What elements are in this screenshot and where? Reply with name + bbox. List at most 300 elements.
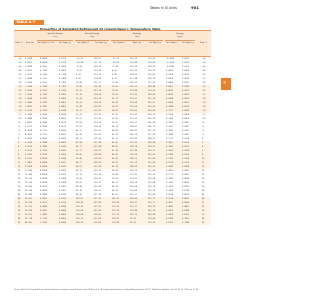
table-cell: 0.8260 bbox=[40, 169, 47, 172]
source-note: Source: Tables A-7 through A-9 are calculated based on equations from A. Kamei and S. W. Beyerlein, "A Fundamental Equation for Chlorodifluoromethane (R-22)," Fluid Phase Equilibria, Vol. 80, No. 11, 1992, pp. 71–86. bbox=[14, 289, 199, 291]
table-cell: 0.9194 bbox=[182, 149, 189, 152]
table-cell: 0.0327 bbox=[59, 161, 66, 164]
table-cell: 150.73 bbox=[76, 217, 83, 220]
table-cell: 0.7393 bbox=[40, 93, 47, 96]
table-cell: 0.0208 bbox=[59, 177, 66, 180]
table-cell: 0.1431 bbox=[166, 121, 173, 124]
table-cell: -60 bbox=[18, 57, 22, 60]
table-cell: 1.2503 bbox=[40, 221, 47, 224]
table-cell: 0.9307 bbox=[182, 133, 189, 136]
table-cell: 0.0802 bbox=[59, 105, 66, 108]
table-cell: -28 bbox=[202, 85, 206, 88]
table-cell: 0.0167 bbox=[59, 185, 66, 188]
table-cell: 21.99 bbox=[76, 97, 82, 100]
table-cell: 24 bbox=[18, 173, 21, 176]
table-cell: 0.7444 bbox=[182, 221, 189, 224]
table-cell: 217.10 bbox=[94, 89, 101, 92]
table-cell: 231.24 bbox=[94, 165, 101, 168]
table-cell: -10 bbox=[202, 117, 206, 120]
table-cell: 253.35 bbox=[148, 173, 155, 176]
table-cell: 188.06 bbox=[130, 165, 137, 168]
table-cell: 215.02 bbox=[130, 109, 137, 112]
table-cell: 1.0547 bbox=[182, 57, 189, 60]
table-cell: 0.2052 bbox=[59, 69, 66, 72]
table-cell: 1.9345 bbox=[25, 89, 32, 92]
table-cell: 2.4534 bbox=[25, 97, 32, 100]
table-cell: 122.35 bbox=[112, 209, 119, 212]
table-cell: 0.9250 bbox=[182, 141, 189, 144]
table-cell: 2.2698 bbox=[25, 93, 32, 96]
table-cell: -32 bbox=[202, 77, 206, 80]
table-cell: 0.0260 bbox=[59, 169, 66, 172]
table-cell: 44 bbox=[18, 193, 21, 196]
table-cell: 218.60 bbox=[94, 93, 101, 96]
table-cell: 0.0442 bbox=[59, 141, 66, 144]
table-cell: 12 bbox=[18, 161, 21, 164]
page-number: 901 bbox=[191, 5, 199, 11]
table-cell: 42.78 bbox=[112, 133, 118, 136]
table-cell: 3.0733 bbox=[25, 109, 32, 112]
table-cell: 0.3265 bbox=[166, 185, 173, 188]
table-cell: 24.23 bbox=[76, 101, 82, 104]
table-cell: 11.313 bbox=[25, 177, 32, 180]
table-cell: 6 bbox=[18, 149, 20, 152]
table-cell: 0.0346 bbox=[59, 157, 66, 160]
table-cell: 221.02 bbox=[130, 93, 137, 96]
table-cell: 0.7644 bbox=[40, 121, 47, 124]
table-cell: -18 bbox=[18, 101, 22, 104]
table-cell: 228.27 bbox=[94, 149, 101, 152]
table-cell: 44.461 bbox=[25, 221, 32, 224]
table-cell: 0.0110 bbox=[59, 201, 66, 204]
table-cell: 3.3044 bbox=[25, 113, 32, 116]
table-cell: 252.25 bbox=[148, 165, 155, 168]
table-cell: 4.9811 bbox=[25, 137, 32, 140]
table-cell: -26 bbox=[202, 89, 206, 92]
table-cell: 0.8999 bbox=[40, 193, 47, 196]
table-cell: 15.45 bbox=[112, 89, 118, 92]
table-cell: 0.9496 bbox=[40, 205, 47, 208]
table-cell: 0.0368 bbox=[59, 153, 66, 156]
table-cell: 28 bbox=[202, 177, 205, 180]
table-cell: 30.011 bbox=[25, 213, 32, 216]
table-cell: 0.7722 bbox=[40, 129, 47, 132]
table-cell: 0.6833 bbox=[40, 57, 47, 60]
table-cell: 103.61 bbox=[76, 197, 83, 200]
table-cell: 0.9746 bbox=[182, 85, 189, 88]
table-cell: 0.2442 bbox=[166, 165, 173, 168]
table-cell: 52 bbox=[18, 201, 21, 204]
table-cell: 69.09 bbox=[112, 169, 118, 172]
table-cell: -5.44 bbox=[112, 65, 118, 68]
table-cell: 0.1252 bbox=[59, 85, 66, 88]
table-cell: -26 bbox=[18, 89, 22, 92]
table-cell: 0.9632 bbox=[182, 93, 189, 96]
table-cell: 0.5370 bbox=[59, 57, 66, 60]
table-cell: 84.14 bbox=[112, 181, 118, 184]
table-cell: 1.2627 bbox=[25, 73, 32, 76]
table-cell: 13.896 bbox=[25, 185, 32, 188]
table-cell: -12 bbox=[18, 113, 22, 116]
table-cell: 134.64 bbox=[76, 213, 83, 216]
table-cell: 214.80 bbox=[94, 77, 101, 80]
table-cell: 125.44 bbox=[130, 209, 137, 212]
table-cell: 0.9913 bbox=[182, 73, 189, 76]
table-cell: 244.70 bbox=[148, 113, 155, 116]
table-cell: 0.00 bbox=[112, 69, 117, 72]
table-cell: 0.9317 bbox=[40, 201, 47, 204]
table-cell: 251.17 bbox=[148, 201, 155, 204]
table-cell: -36 bbox=[18, 73, 22, 76]
table-cell: 0.8898 bbox=[182, 177, 189, 180]
table-cell: 0.9058 bbox=[182, 165, 189, 168]
table-cell: 253.68 bbox=[148, 177, 155, 180]
table-cell: -16 bbox=[202, 105, 206, 108]
table-cell: 137.72 bbox=[112, 213, 119, 216]
table-cell: 8 bbox=[202, 153, 204, 156]
table-cell: 54.05 bbox=[76, 153, 82, 156]
table-cell: 0.9278 bbox=[182, 137, 189, 140]
unit-specific-volume: m³/kg bbox=[52, 36, 58, 38]
table-cell: 0.9707 bbox=[182, 89, 189, 92]
table-cell: 0.2025 bbox=[166, 149, 173, 152]
column-header: Sat. Vapor v_g bbox=[59, 43, 71, 44]
table-cell: 239.33 bbox=[148, 89, 155, 92]
table-cell: 0.7762 bbox=[40, 133, 47, 136]
table-cell: 0.2193 bbox=[166, 157, 173, 160]
side-tab bbox=[221, 78, 231, 90]
table-cell: 0.9526 bbox=[182, 105, 189, 108]
table-cell: 0.8843 bbox=[182, 181, 189, 184]
table-cell: 0.1345 bbox=[166, 117, 173, 120]
table-cell: -30 bbox=[202, 81, 206, 84]
column-header: Sat. Vapor s_g bbox=[182, 43, 194, 44]
table-cell: 1.6389 bbox=[25, 81, 32, 84]
table-cell: 2.6482 bbox=[25, 101, 32, 104]
table-cell: 114.42 bbox=[76, 205, 83, 208]
table-cell: 0.3429 bbox=[166, 189, 173, 192]
table-cell: 49.37 bbox=[76, 145, 82, 148]
table-cell: 15.31 bbox=[76, 89, 82, 92]
table-cell: 73.19 bbox=[76, 173, 82, 176]
table-cell: 0.0571 bbox=[59, 125, 66, 128]
table-cell: 0.9166 bbox=[182, 153, 189, 156]
table-cell: 36 bbox=[202, 185, 205, 188]
table-cell: 0.1688 bbox=[166, 133, 173, 136]
table-cell: 174.63 bbox=[130, 177, 137, 180]
table-cell: 0.8151 bbox=[182, 213, 189, 216]
table-cell: 102.72 bbox=[130, 213, 137, 216]
table-cell: 0.0089 bbox=[59, 209, 66, 212]
table-cell: 0.9692 bbox=[40, 209, 47, 212]
table-cell: 80 bbox=[202, 217, 205, 220]
property-table bbox=[14, 30, 211, 225]
table-cell: 220.09 bbox=[94, 221, 101, 224]
table-cell: -10.89 bbox=[76, 61, 83, 64]
table-cell: 237.83 bbox=[94, 209, 101, 212]
table-cell: 0.0908 bbox=[166, 97, 173, 100]
table-cell: 236.39 bbox=[130, 65, 137, 68]
table-cell: 28.73 bbox=[76, 109, 82, 112]
table-cell: 248.52 bbox=[148, 137, 155, 140]
table-cell: 231.04 bbox=[94, 217, 101, 220]
table-cell: 8.68 bbox=[76, 77, 81, 80]
table-cell: 235.94 bbox=[94, 185, 101, 188]
table-cell: 0.9493 bbox=[182, 109, 189, 112]
table-cell: 40.46 bbox=[112, 129, 118, 132]
table-cell: 0.9337 bbox=[182, 129, 189, 132]
table-cell: 133.17 bbox=[130, 205, 137, 208]
table-cell: 233.23 bbox=[148, 69, 155, 72]
table-cell: 219.57 bbox=[130, 97, 137, 100]
table-cell: 0.0232 bbox=[59, 173, 66, 176]
table-cell: 0.9367 bbox=[182, 125, 189, 128]
table-cell: 0.7606 bbox=[40, 117, 47, 120]
table-cell: 223.88 bbox=[130, 89, 137, 92]
table-cell: 0.0996 bbox=[166, 101, 173, 104]
table-cell: 0.0122 bbox=[59, 197, 66, 200]
table-cell: 0.5722 bbox=[166, 221, 173, 224]
table-cell: 2 bbox=[202, 141, 204, 144]
table-cell: 0.9596 bbox=[182, 97, 189, 100]
table-cell: 0.2564 bbox=[59, 65, 66, 68]
table-cell: 51.71 bbox=[76, 149, 82, 152]
table-cell: -2 bbox=[18, 133, 21, 136]
table-cell: 58.77 bbox=[76, 161, 82, 164]
table-cell: 240.44 bbox=[148, 213, 155, 216]
table-cell: 8.79 bbox=[112, 77, 117, 80]
table-cell: 219.34 bbox=[94, 97, 101, 100]
table-cell: 70 bbox=[202, 213, 205, 216]
table-cell: 0.9397 bbox=[182, 121, 189, 124]
table-cell: 4.3638 bbox=[25, 129, 32, 132]
table-cell: -4 bbox=[18, 129, 21, 132]
table-cell: 0.7683 bbox=[40, 125, 47, 128]
table-cell: 10 bbox=[18, 157, 21, 160]
column-header: Sat. Liquid u_f bbox=[77, 43, 89, 44]
table-cell: 0.0069 bbox=[59, 213, 66, 216]
table-cell: 24.260 bbox=[25, 209, 32, 212]
table-cell: 252.88 bbox=[148, 169, 155, 172]
table-cell: 0.3239 bbox=[59, 61, 66, 64]
table-cell: 213.45 bbox=[130, 113, 137, 116]
table-cell: 234.29 bbox=[94, 177, 101, 180]
table-cell: 37.83 bbox=[76, 125, 82, 128]
table-cell: 0.7327 bbox=[40, 89, 47, 92]
table-cell: 31.00 bbox=[76, 113, 82, 116]
table-cell: 146.96 bbox=[130, 197, 137, 200]
table-cell: 74.04 bbox=[112, 173, 118, 176]
table-cell: 232.32 bbox=[94, 169, 101, 172]
table-cell: -28 bbox=[18, 85, 22, 88]
table-cell: 226.63 bbox=[130, 81, 137, 84]
table-cell: 0.9828 bbox=[182, 77, 189, 80]
column-header: Sat. Liquid v_f × 10³ bbox=[37, 43, 55, 44]
table-cell: -4 bbox=[202, 129, 205, 132]
table-cell: 0.0861 bbox=[59, 101, 66, 104]
table-cell: -8 bbox=[18, 121, 21, 124]
table-cell: 209.70 bbox=[94, 65, 101, 68]
row-block bbox=[14, 169, 211, 197]
table-cell: 164.50 bbox=[130, 185, 137, 188]
table-cell: 1.0126 bbox=[182, 65, 189, 68]
column-header: Sat. Liquid s_f bbox=[166, 43, 178, 44]
table-cell: 6.4105 bbox=[25, 153, 32, 156]
table-cell: 0.7462 bbox=[40, 101, 47, 104]
table-cell: 56 bbox=[202, 205, 205, 208]
table-cell: 0.9561 bbox=[182, 101, 189, 104]
table-cell: 47.46 bbox=[112, 141, 118, 144]
table-cell: 250.60 bbox=[148, 153, 155, 156]
table-cell: 89.29 bbox=[112, 185, 118, 188]
table-cell: 0.0535 bbox=[59, 129, 66, 132]
table-cell: -40 bbox=[202, 69, 206, 72]
table-cell: 1.0522 bbox=[25, 69, 32, 72]
table-cell: 247.79 bbox=[148, 209, 155, 212]
table-cell: 68.33 bbox=[76, 169, 82, 172]
table-cell: 229.04 bbox=[148, 217, 155, 220]
table-cell: 35.54 bbox=[76, 121, 82, 124]
group-specific-volume: Specific Volume bbox=[47, 32, 63, 35]
table-cell: 1.1129 bbox=[40, 217, 47, 220]
table-cell: 0.4095 bbox=[166, 205, 173, 208]
table-cell: 98.35 bbox=[76, 193, 82, 196]
table-cell: 0.8607 bbox=[182, 197, 189, 200]
table-row bbox=[14, 221, 211, 225]
table-cell: -50 bbox=[202, 61, 206, 64]
table-cell: 0.9112 bbox=[182, 161, 189, 164]
table-cell: 32 bbox=[202, 181, 205, 184]
table-cell: 0.7802 bbox=[40, 137, 47, 140]
table-cell: -12 bbox=[202, 113, 206, 116]
table-cell: 0.9428 bbox=[182, 117, 189, 120]
table-cell: 18.551 bbox=[25, 197, 32, 200]
table-cell: -0.0964 bbox=[166, 57, 175, 60]
column-header: Evap. h_fg bbox=[132, 43, 142, 44]
table-cell: 0.0151 bbox=[59, 189, 66, 192]
table-cell: 222.25 bbox=[94, 113, 101, 116]
row-block bbox=[14, 85, 211, 113]
table-cell: 7.2307 bbox=[25, 161, 32, 164]
table-cell: 19.76 bbox=[76, 93, 82, 96]
table-cell: 225.02 bbox=[94, 129, 101, 132]
table-cell: 196.04 bbox=[130, 153, 137, 156]
table-cell: 83.06 bbox=[76, 181, 82, 184]
table-cell: 0.7427 bbox=[40, 97, 47, 100]
table-cell: 0.9787 bbox=[182, 81, 189, 84]
table-cell: 169.33 bbox=[76, 221, 83, 224]
table-cell: 4 bbox=[202, 145, 204, 148]
table-cell: 0.1941 bbox=[166, 145, 173, 148]
table-cell: 0.7497 bbox=[40, 105, 47, 108]
table-cell: 0.0186 bbox=[59, 181, 66, 184]
table-cell: 24 bbox=[202, 173, 205, 176]
table-cell: 10 bbox=[202, 157, 205, 160]
table-cell: 246.71 bbox=[148, 125, 155, 128]
table-cell: 216.56 bbox=[130, 105, 137, 108]
table-cell: 4.6647 bbox=[25, 133, 32, 136]
table-cell: 213.25 bbox=[94, 73, 101, 76]
table-cell: -10.85 bbox=[112, 61, 119, 64]
table-cell: 0.3760 bbox=[166, 197, 173, 200]
table-cell: 40.12 bbox=[76, 129, 82, 132]
table-cell: 253.84 bbox=[148, 181, 155, 184]
row-block bbox=[14, 113, 211, 141]
table-cell: 222.95 bbox=[94, 117, 101, 120]
table-cell: 0.0470 bbox=[59, 137, 66, 140]
table-cell: 0.9005 bbox=[182, 169, 189, 172]
table-cell: 0.8730 bbox=[182, 189, 189, 192]
table-cell: 230.09 bbox=[94, 161, 101, 164]
table-cell: 0.0415 bbox=[59, 145, 66, 148]
table-cell: 0.7037 bbox=[40, 65, 47, 68]
table-cell: 0.8951 bbox=[182, 173, 189, 176]
table-cell: 0.1355 bbox=[59, 81, 66, 84]
table-cell: 26.69 bbox=[112, 105, 118, 108]
table-cell: 174.89 bbox=[112, 221, 119, 224]
group-entropy: Entropy bbox=[176, 32, 184, 35]
table-cell: 0.0652 bbox=[59, 117, 66, 120]
table-cell: 211.85 bbox=[130, 117, 137, 120]
table-cell: 3.8062 bbox=[25, 121, 32, 124]
table-cell: -0.07 bbox=[76, 69, 82, 72]
table-cell: 9.1030 bbox=[25, 169, 32, 172]
table-cell: 0.7294 bbox=[40, 85, 47, 88]
table-cell: 0.7851 bbox=[182, 217, 189, 220]
table-cell: 0.0391 bbox=[59, 149, 66, 152]
table-cell: 4.29 bbox=[76, 73, 81, 76]
unit-enthalpy: kJ/kg bbox=[135, 36, 139, 38]
table-cell: 1.0282 bbox=[40, 213, 47, 216]
table-cell: 35.23 bbox=[130, 221, 136, 224]
table-cell: 210.12 bbox=[148, 221, 155, 224]
side-tab-label: SI bbox=[222, 80, 226, 84]
table-cell: -16 bbox=[18, 105, 22, 108]
row-block bbox=[14, 141, 211, 169]
table-cell: 154.81 bbox=[112, 217, 119, 220]
table-cell: 0.0997 bbox=[59, 93, 66, 96]
table-cell: 238.48 bbox=[148, 85, 155, 88]
table-cell: 48 bbox=[18, 197, 21, 200]
table-cell: 0.1602 bbox=[166, 129, 173, 132]
table-cell: 0.8478 bbox=[40, 177, 47, 180]
table-cell: -60 bbox=[202, 57, 206, 60]
table-cell: 0.8018 bbox=[40, 157, 47, 160]
table-cell: 78.09 bbox=[76, 177, 82, 180]
table-cell: 1.7819 bbox=[25, 85, 32, 88]
row-block bbox=[14, 197, 211, 225]
table-cell: 16 bbox=[202, 165, 205, 168]
table-cell: 28.97 bbox=[112, 109, 118, 112]
table-cell: 0.2772 bbox=[166, 173, 173, 176]
table-cell: 0.2109 bbox=[166, 153, 173, 156]
table-cell: 0.0000 bbox=[166, 69, 173, 72]
table-cell: 0.7262 bbox=[40, 81, 47, 84]
table-cell: 0.7109 bbox=[40, 69, 47, 72]
table-cell: 1.0004 bbox=[182, 69, 189, 72]
table-cell: 40 bbox=[202, 189, 205, 192]
table-cell: 251.06 bbox=[148, 157, 155, 160]
table-cell: 223.81 bbox=[148, 57, 155, 60]
table-cell: 253.79 bbox=[148, 185, 155, 188]
table-cell: 205.16 bbox=[130, 133, 137, 136]
table-cell: 0.9460 bbox=[182, 113, 189, 116]
table-cell: 199.79 bbox=[130, 145, 137, 148]
table-cell: -14 bbox=[202, 109, 206, 112]
table-cell: 15.339 bbox=[25, 189, 32, 192]
table-cell: 56.95 bbox=[112, 157, 118, 160]
table-cell: 0.4265 bbox=[166, 209, 173, 212]
